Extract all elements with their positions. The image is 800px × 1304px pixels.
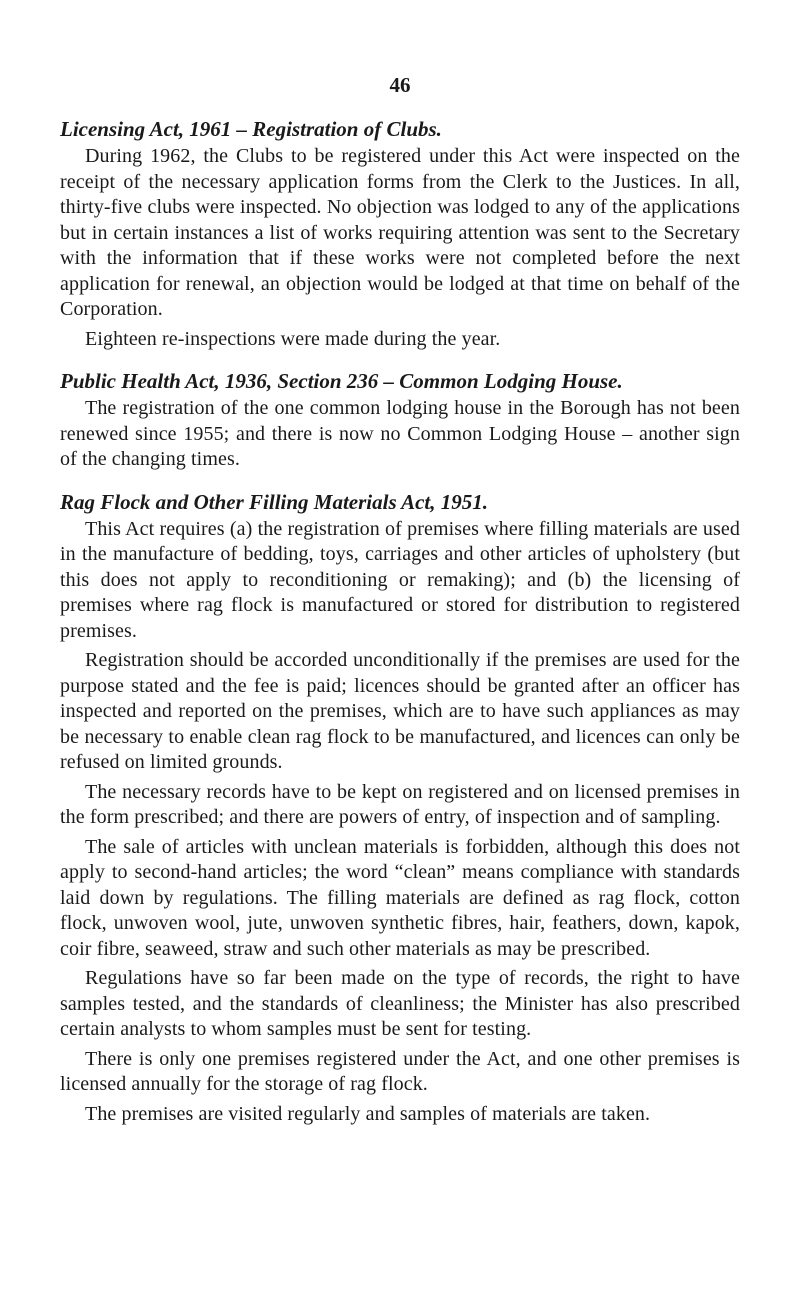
- paragraph: The premises are visited regularly and samples of materials are taken.: [85, 1102, 651, 1125]
- section-heading: Licensing Act, 1961 – Registration of Clubs.: [60, 117, 442, 141]
- section-licensing-act: [60, 116, 740, 352]
- paragraph: Regulations have so far been made on the type of records, the right to have samples tested, and the standards of cleanliness; the Minister has also prescribed certain analysts to whom samples must be sent for testing.: [60, 967, 740, 1040]
- section-public-health-act: [60, 368, 740, 473]
- section-rag-flock-act: [60, 489, 740, 1128]
- paragraph: The necessary records have to be kept on registered and on licensed premises in the form prescribed; and there are powers of entry, of inspection and of sampling.: [60, 780, 740, 828]
- page-number: 46: [389, 73, 411, 97]
- paragraph: The registration of the one common lodging house in the Borough has not been renewed since 1955; and there is now no Common Lodging House – another sign of the changing times.: [60, 397, 740, 470]
- paragraph: During 1962, the Clubs to be registered under this Act were inspected on the receipt of the necessary application forms from the Clerk to the Justices. In all, thirty-five clubs were inspected. No objection was lodged to any of the applications but in certain instances a list of works requiring attention was sent to the Secretary with the information that if these works were not completed before the next application for renewal, an objection would be lodged at that time on behalf of the Corporation.: [60, 145, 740, 320]
- section-heading: Public Health Act, 1936, Section 236 – Common Lodging House.: [60, 369, 623, 393]
- section-heading: Rag Flock and Other Filling Materials Act, 1951.: [60, 489, 489, 514]
- paragraph: This Act requires (a) the registration of premises where filling materials are used in the manufacture of bedding, toys, carriages and other articles of upholstery (but this does not apply to reconditioning or remaking); and (b) the licensing of premises where rag flock is manufactured or stored for distribution to registered premises.: [60, 517, 740, 642]
- paragraph: The sale of articles with unclean materials is forbidden, although this does not apply to second-hand articles; the word “clean” means compliance with standards laid down by regulations. The filling materials are defined as rag flock, cotton flock, unwoven wool, jute, unwoven synthetic fibres, hair, feathers, down, kapok, coir fibre, seaweed, straw and such other materials as may be prescribed.: [60, 835, 740, 960]
- paragraph: Eighteen re-inspections were made during the year.: [85, 327, 501, 350]
- paragraph: Registration should be accorded unconditionally if the premises are used for the purpose stated and the fee is paid; licences should be granted after an officer has inspected and reported on the premises, which are to have such appliances as may be necessary to enable clean rag flock to be manufactured, and licences can only be refused on limited grounds.: [60, 649, 740, 773]
- paragraph: There is only one premises registered under the Act, and one other premises is licensed annually for the storage of rag flock.: [60, 1047, 740, 1095]
